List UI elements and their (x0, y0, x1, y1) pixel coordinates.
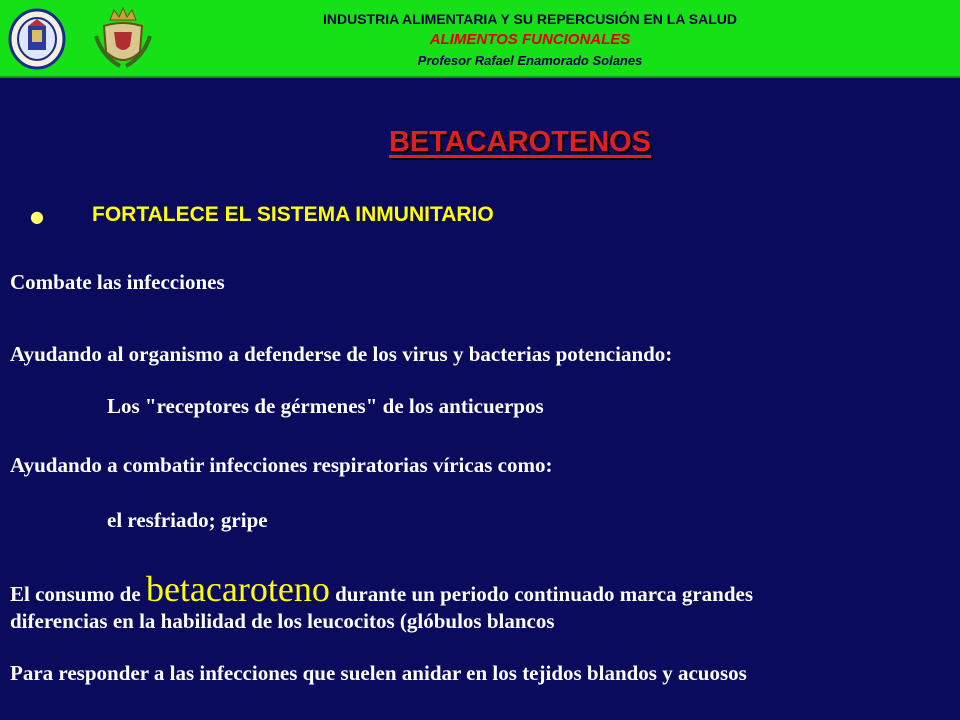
crowned-crest-icon (92, 6, 154, 72)
body-line-diferencias: diferencias en la habilidad de los leucocitos (glóbulos blancos (10, 609, 555, 633)
slide-title: BETACAROTENOS (388, 126, 652, 158)
university-seal-icon (8, 8, 66, 70)
body-line-responder: Para responder a las infecciones que suelen anidar en los tejidos blandos y acuosos (10, 661, 747, 685)
bullet-dot-icon: ● (30, 207, 44, 226)
body-line-resfriado: el resfriado; gripe (107, 508, 268, 532)
betacaroteno-highlight: betacaroteno (145, 569, 330, 609)
consumo-prefix: El consumo de (10, 582, 146, 606)
body-line-receptores: Los "receptores de gérmenes" de los anticuerpos (107, 394, 544, 418)
header-course-title: INDUSTRIA ALIMENTARIA Y SU REPERCUSIÓN EN LA SALUD (322, 11, 738, 27)
bullet-heading: FORTALECE EL SISTEMA INMUNITARIO (92, 203, 494, 226)
body-line-ayudando-organismo: Ayudando al organismo a defenderse de los virus y bacterias potenciando: (10, 342, 673, 366)
body-line-ayudando-combatir: Ayudando a combatir infecciones respiratorias víricas como: (10, 453, 553, 477)
header-professor: Profesor Rafael Enamorado Solanes (417, 53, 643, 68)
body-line-consumo (10, 568, 753, 610)
body-line-combate: Combate las infecciones (10, 270, 225, 294)
header-subtitle: ALIMENTOS FUNCIONALES (429, 31, 631, 48)
consumo-suffix: durante un periodo continuado marca grandes (329, 582, 753, 606)
header-bar (0, 0, 960, 78)
